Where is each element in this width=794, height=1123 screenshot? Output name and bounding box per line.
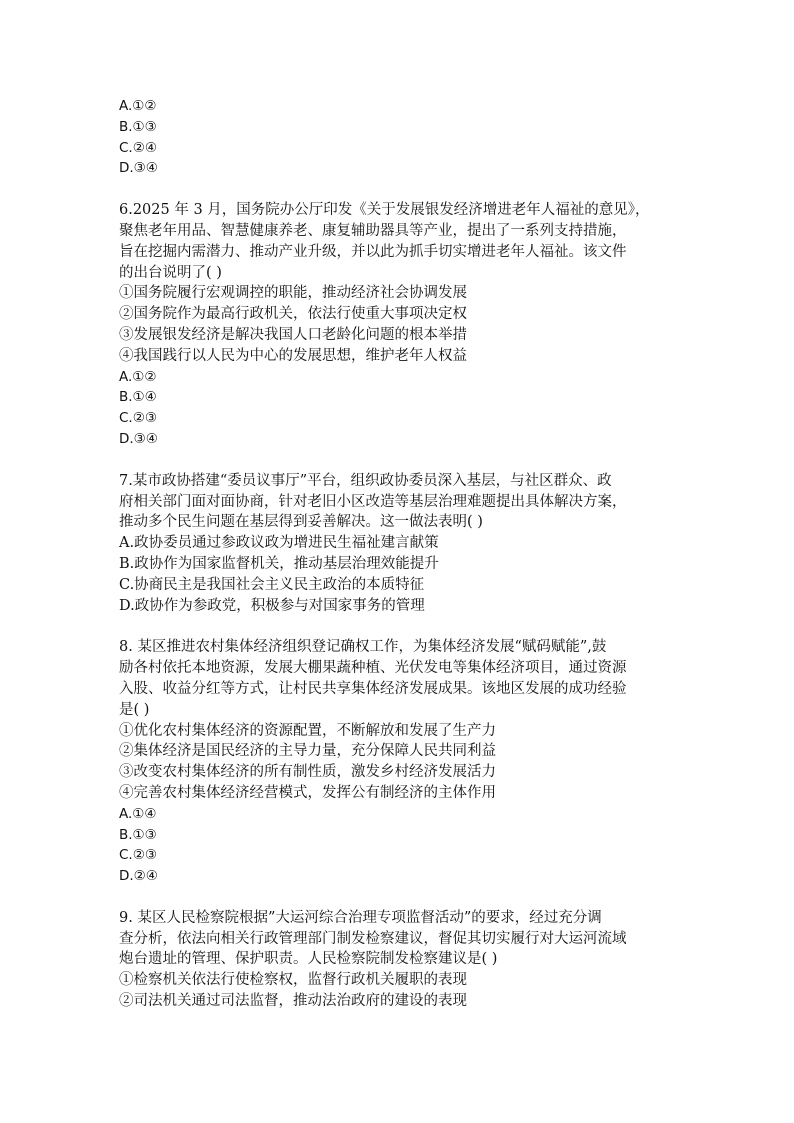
option-d: D.③④ — [119, 430, 158, 447]
question-8 — [119, 637, 689, 887]
question-stem-line: 7.某市政协搭建“委员议事厅”平台，组织政协委员深入基层，与社区群众、政 — [119, 472, 612, 489]
question-stem-line: 8. 某区推进农村集体经济组织登记确权工作，为集体经济发展“赋码赋能”,鼓 — [119, 639, 607, 656]
option-c: C.②③ — [119, 847, 157, 864]
statement-1: ①国务院履行宏观调控的职能，推动经济社会协调发展 — [119, 285, 467, 302]
option-d: D.②④ — [119, 868, 158, 885]
statement-2: ②司法机关通过司法监督，推动法治政府的建设的表现 — [119, 993, 467, 1010]
statement-4: ④完善农村集体经济经营模式，发挥公有制经济的主体作用 — [119, 784, 496, 801]
option-a: A.①② — [119, 368, 157, 385]
statement-3: ③改变农村集体经济的所有制性质，激发乡村经济发展活力 — [119, 764, 496, 781]
statement-1: ①检察机关依法行使检察权，监督行政机关履职的表现 — [119, 972, 467, 989]
option-a: A.政协委员通过参政议政为增进民生福祉建言献策 — [119, 535, 439, 552]
option-d: D.政协作为参政党，积极参与对国家事务的管理 — [119, 597, 425, 614]
question-9 — [119, 908, 689, 1012]
statement-2: ②集体经济是国民经济的主导力量，充分保障人民共同利益 — [119, 743, 496, 760]
question-stem-line: 是( ) — [119, 701, 150, 718]
prev-question-options — [119, 96, 689, 179]
option-a: A.①② — [119, 98, 157, 114]
option-c: C.协商民主是我国社会主义民主政治的本质特征 — [119, 576, 425, 593]
option-c: C.②④ — [119, 139, 157, 156]
question-stem-line: 9. 某区人民检察院根据”大运河综合治理专项监督活动”的要求，经过充分调 — [119, 909, 602, 926]
spacer — [119, 616, 689, 637]
option-b: B.①③ — [119, 118, 157, 135]
statement-3: ③发展银发经济是解决我国人口老龄化问题的根本举措 — [119, 326, 467, 343]
option-a: A.①④ — [119, 805, 157, 822]
question-stem-line: 府相关部门面对面协商，针对老旧小区改造等基层治理难题提出具体解决方案， — [119, 493, 627, 510]
question-stem-line: 的出台说明了( ) — [119, 264, 222, 281]
statement-4: ④我国践行以人民为中心的发展思想，维护老年人权益 — [119, 347, 467, 364]
question-stem-line: 6.2025 年 3 月，国务院办公厅印发《关于发展银发经济增进老年人福祉的意见》， — [119, 202, 650, 219]
spacer — [119, 887, 689, 908]
question-stem-line: 推动多个民生问题在基层得到妥善解决。这一做法表明( ) — [119, 514, 483, 531]
option-d: D.③④ — [119, 160, 158, 177]
question-6 — [119, 200, 689, 450]
statement-2: ②国务院作为最高行政机关，依法行使重大事项决定权 — [119, 306, 467, 323]
question-stem-line: 查分析，依法向相关行政管理部门制发检察建议，督促其切实履行对大运河流域 — [119, 930, 627, 947]
option-b: B.①③ — [119, 826, 157, 843]
spacer — [119, 450, 689, 471]
option-b: B.政协作为国家监督机关，推动基层治理效能提升 — [119, 555, 439, 572]
question-stem-line: 聚焦老年用品、智慧健康养老、康复辅助器具等产业，提出了一系列支持措施， — [119, 222, 627, 239]
question-stem-line: 入股、收益分红等方式，让村民共享集体经济发展成果。该地区发展的成功经验 — [119, 680, 627, 697]
option-c: C.②③ — [119, 410, 157, 427]
statement-1: ①优化农村集体经济的资源配置，不断解放和发展了生产力 — [119, 722, 496, 739]
question-stem-line: 旨在挖掘内需潜力、推动产业升级，并以此为抓手切实增进老年人福祉。该文件 — [119, 243, 627, 260]
question-7 — [119, 471, 689, 617]
spacer — [119, 179, 689, 200]
page-content — [119, 96, 689, 1012]
question-stem-line: 励各村依托本地资源，发展大棚果蔬种植、光伏发电等集体经济项目，通过资源 — [119, 660, 627, 677]
option-b: B.①④ — [119, 389, 157, 406]
question-stem-line: 炮台遗址的管理、保护职责。人民检察院制发检察建议是( ) — [119, 951, 498, 968]
